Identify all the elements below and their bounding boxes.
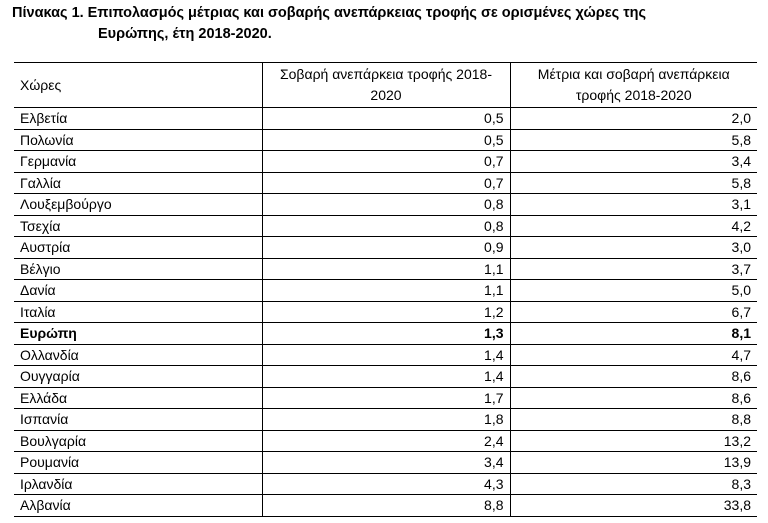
- cell-moderate-severe: 8,1: [510, 323, 757, 345]
- cell-country: Ολλανδία: [14, 344, 262, 366]
- cell-severe: 0,5: [262, 129, 510, 151]
- food-insecurity-table: [14, 62, 757, 517]
- cell-country: Λουξεμβούργο: [14, 194, 262, 216]
- cell-moderate-severe: 2,0: [510, 108, 757, 130]
- table-row: [14, 473, 757, 495]
- cell-moderate-severe: 5,8: [510, 172, 757, 194]
- cell-severe: 1,3: [262, 323, 510, 345]
- table-row: [14, 108, 757, 130]
- cell-moderate-severe: 3,1: [510, 194, 757, 216]
- cell-severe: 1,2: [262, 301, 510, 323]
- cell-moderate-severe: 5,0: [510, 280, 757, 302]
- cell-severe: 0,8: [262, 215, 510, 237]
- table-row: [14, 495, 757, 517]
- table-row: [14, 194, 757, 216]
- cell-country: Ισπανία: [14, 409, 262, 431]
- cell-moderate-severe: 6,7: [510, 301, 757, 323]
- cell-country: Γαλλία: [14, 172, 262, 194]
- cell-moderate-severe: 5,8: [510, 129, 757, 151]
- cell-country: Ιταλία: [14, 301, 262, 323]
- table-row: [14, 323, 757, 345]
- cell-moderate-severe: 13,2: [510, 430, 757, 452]
- cell-country: Τσεχία: [14, 215, 262, 237]
- table-row: [14, 301, 757, 323]
- table-row: [14, 430, 757, 452]
- cell-moderate-severe: 3,4: [510, 151, 757, 173]
- table-row: [14, 280, 757, 302]
- cell-country: Πολωνία: [14, 129, 262, 151]
- table-row: [14, 215, 757, 237]
- table-row: [14, 387, 757, 409]
- cell-country: Ελβετία: [14, 108, 262, 130]
- cell-country: Αλβανία: [14, 495, 262, 517]
- cell-severe: 1,7: [262, 387, 510, 409]
- cell-country: Γερμανία: [14, 151, 262, 173]
- cell-moderate-severe: 4,2: [510, 215, 757, 237]
- table-caption-line-2: Ευρώπης, έτη 2018-2020.: [98, 26, 272, 42]
- cell-severe: 0,7: [262, 172, 510, 194]
- cell-severe: 3,4: [262, 452, 510, 474]
- cell-severe: 0,9: [262, 237, 510, 259]
- table-row: [14, 172, 757, 194]
- cell-moderate-severe: 3,7: [510, 258, 757, 280]
- cell-moderate-severe: 13,9: [510, 452, 757, 474]
- cell-country: Ουγγαρία: [14, 366, 262, 388]
- cell-country: Βέλγιο: [14, 258, 262, 280]
- table-row: [14, 151, 757, 173]
- table-row: [14, 344, 757, 366]
- cell-severe: 1,1: [262, 258, 510, 280]
- cell-country: Ελλάδα: [14, 387, 262, 409]
- cell-severe: 0,7: [262, 151, 510, 173]
- table-header-row: [14, 63, 757, 108]
- cell-country: Δανία: [14, 280, 262, 302]
- table-caption: [12, 3, 752, 45]
- cell-moderate-severe: 33,8: [510, 495, 757, 517]
- cell-severe: 1,8: [262, 409, 510, 431]
- cell-moderate-severe: 3,0: [510, 237, 757, 259]
- cell-severe: 2,4: [262, 430, 510, 452]
- table-caption-line-1: Πίνακας 1. Επιπολασμός μέτριας και σοβαρής ανεπάρκειας τροφής σε ορισμένες χώρες της: [12, 5, 647, 21]
- cell-severe: 1,4: [262, 344, 510, 366]
- cell-moderate-severe: 4,7: [510, 344, 757, 366]
- cell-severe: 4,3: [262, 473, 510, 495]
- cell-severe: 0,8: [262, 194, 510, 216]
- cell-country: Ρουμανία: [14, 452, 262, 474]
- table-row: [14, 129, 757, 151]
- table-row: [14, 452, 757, 474]
- header-severe: Σοβαρή ανεπάρκεια τροφής 2018-2020: [262, 63, 510, 108]
- table-row: [14, 409, 757, 431]
- cell-severe: 1,4: [262, 366, 510, 388]
- cell-severe: 0,5: [262, 108, 510, 130]
- cell-severe: 8,8: [262, 495, 510, 517]
- cell-country: Ιρλανδία: [14, 473, 262, 495]
- cell-moderate-severe: 8,6: [510, 366, 757, 388]
- header-country: Χώρες: [14, 63, 262, 108]
- cell-moderate-severe: 8,3: [510, 473, 757, 495]
- table-row: [14, 258, 757, 280]
- cell-moderate-severe: 8,8: [510, 409, 757, 431]
- table-row: [14, 366, 757, 388]
- header-moderate-severe: Μέτρια και σοβαρή ανεπάρκεια τροφής 2018-2020: [510, 63, 757, 108]
- cell-country: Ευρώπη: [14, 323, 262, 345]
- table-body: [14, 108, 757, 517]
- table-row: [14, 237, 757, 259]
- cell-country: Βουλγαρία: [14, 430, 262, 452]
- cell-severe: 1,1: [262, 280, 510, 302]
- cell-moderate-severe: 8,6: [510, 387, 757, 409]
- cell-country: Αυστρία: [14, 237, 262, 259]
